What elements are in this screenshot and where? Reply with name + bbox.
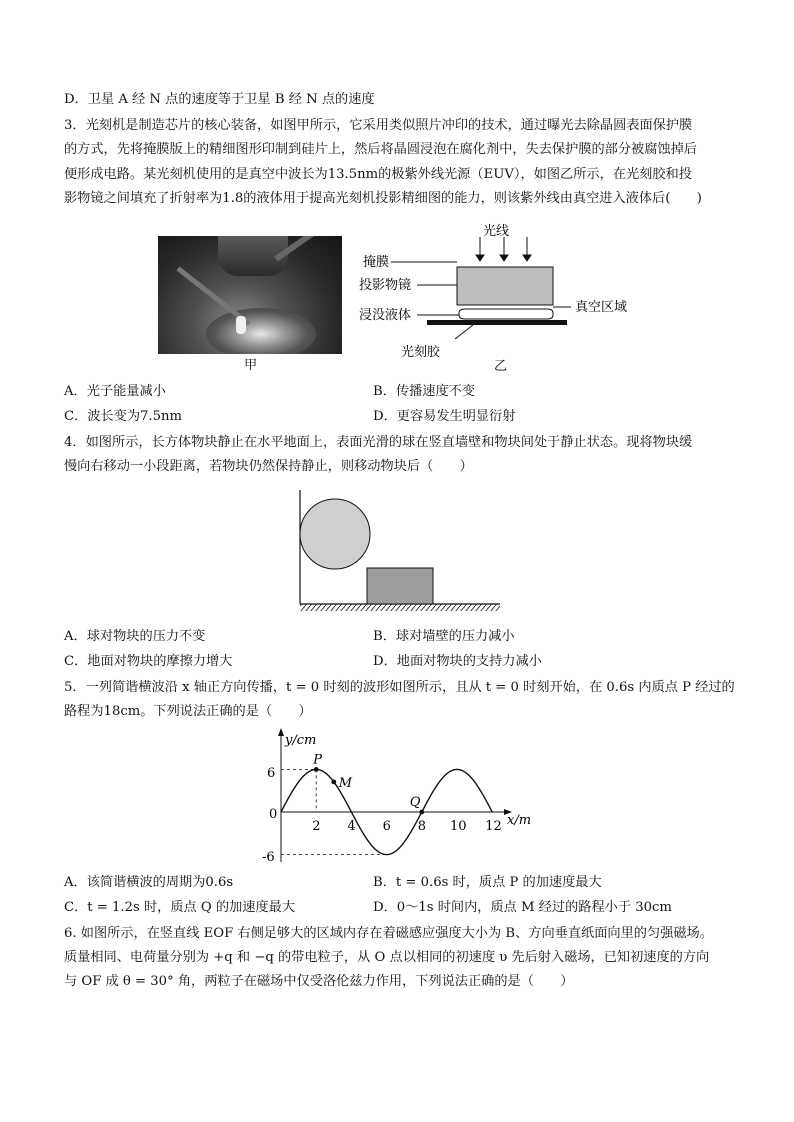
y-tick-neg6: -6 (262, 850, 275, 865)
q4-option-a: A．球对物块的压力不变 (64, 629, 206, 644)
x-tick-4: 4 (347, 819, 356, 834)
question-3-line-1: 3．光刻机是制造芯片的核心装备，如图甲所示，它采用类似照片冲印的技术，通过曝光去除晶圆表面保护膜 (64, 118, 693, 133)
point-m (331, 779, 336, 784)
question-5-line-2: 路程为18cm。下列说法正确的是（ ） (64, 704, 312, 719)
question-6-line-2: 质量相同、电荷量分别为 +q 和 −q 的带电粒子，从 O 点以相同的初速度 υ 先后射入磁场，已知初速度的方向 (64, 950, 710, 965)
question-4-line-2: 慢向右移动一小段距离，若物块仍然保持静止，则移动物块后（ ） (64, 459, 473, 474)
ball-block-diagram (290, 486, 510, 616)
block (367, 568, 433, 604)
vacuum-region-label: 真空区域 (575, 300, 628, 315)
point-p (314, 767, 319, 772)
lithography-schematic (355, 215, 655, 375)
projection-lens-label: 投影物镜 (359, 278, 412, 293)
question-6-line-3: 与 OF 成 θ = 30° 角，两粒子在磁场中仅受洛伦兹力作用，下列说法正确的是（ ） (64, 974, 574, 989)
q3-option-c: C．波长变为7.5nm (64, 409, 182, 424)
figure-yi-label: 乙 (494, 359, 508, 374)
q5-option-c: C．t = 1.2s 时，质点 Q 的加速度最大 (64, 900, 296, 915)
label-p: P (313, 752, 322, 768)
y-tick-0: 0 (269, 807, 278, 822)
mask-label: 掩膜 (363, 255, 390, 270)
label-m: M (338, 775, 353, 791)
q5-option-d: D．0～1s 时间内，质点 M 经过的路程小于 30cm (373, 900, 672, 915)
x-tick-10: 10 (450, 819, 467, 834)
photoresist-label: 光刻胶 (401, 345, 441, 360)
q3-option-b: B．传播速度不变 (373, 384, 476, 399)
q5-option-b: B．t = 0.6s 时，质点 P 的加速度最大 (373, 875, 602, 890)
light-label: 光线 (483, 224, 510, 239)
point-q (419, 810, 424, 815)
x-tick-6: 6 (382, 819, 391, 834)
y-axis-label: y/cm (285, 733, 317, 748)
wave-graph (260, 722, 540, 867)
q5-option-a: A．该简谐横波的周期为0.6s (64, 875, 234, 890)
question-4-line-1: 4．如图所示，长方体物块静止在水平地面上，表面光滑的球在竖直墙壁和物块间处于静止状态。现将物块缓 (64, 435, 693, 450)
x-tick-8: 8 (417, 819, 427, 834)
q4-option-c: C．地面对物块的摩擦力增大 (64, 654, 233, 669)
q4-option-d: D．地面对物块的支持力减小 (373, 654, 542, 669)
x-axis-label: x/m (507, 813, 532, 828)
q4-option-b: B．球对墙壁的压力减小 (373, 629, 515, 644)
question-3-line-4: 影物镜之间填充了折射率为1.8的液体用于提高光刻机投影精细图的能力，则该紫外线由真空进入液体后( ) (64, 191, 702, 206)
question-5-line-1: 5．一列简谐横波沿 x 轴正方向传播，t = 0 时刻的波形如图所示，且从 t = 0 时刻开始，在 0.6s 内质点 P 经过的 (64, 680, 735, 695)
question-3-line-3: 便形成电路。某光刻机使用的是真空中波长为13.5nm的极紫外线光源（EUV），如图乙所示，在光刻胶和投 (64, 167, 692, 182)
q3-option-d: D．更容易发生明显衍射 (373, 409, 516, 424)
question-6-line-1: 6. 如图所示，在竖直线 EOF 右侧足够大的区域内存在着磁感应强度大小为 B、方向垂直纸面向里的匀强磁场。 (64, 926, 713, 941)
y-tick-6: 6 (267, 766, 276, 781)
lithography-photo (158, 236, 342, 354)
text-line-d-option: D．卫星 A 经 N 点的速度等于卫星 B 经 N 点的速度 (64, 92, 375, 107)
label-q: Q (409, 795, 421, 810)
figure-jia-label: 甲 (244, 358, 258, 373)
q3-option-a: A．光子能量减小 (64, 384, 166, 399)
x-tick-2: 2 (312, 819, 321, 834)
immersion-liquid-label: 浸没液体 (359, 308, 412, 323)
ball (300, 499, 370, 569)
x-tick-12: 12 (485, 819, 502, 834)
question-3-line-2: 的方式，先将掩膜版上的精细图形印制到硅片上，然后将晶圆浸泡在腐化剂中，失去保护膜的部分被腐蚀掉后 (64, 142, 697, 157)
